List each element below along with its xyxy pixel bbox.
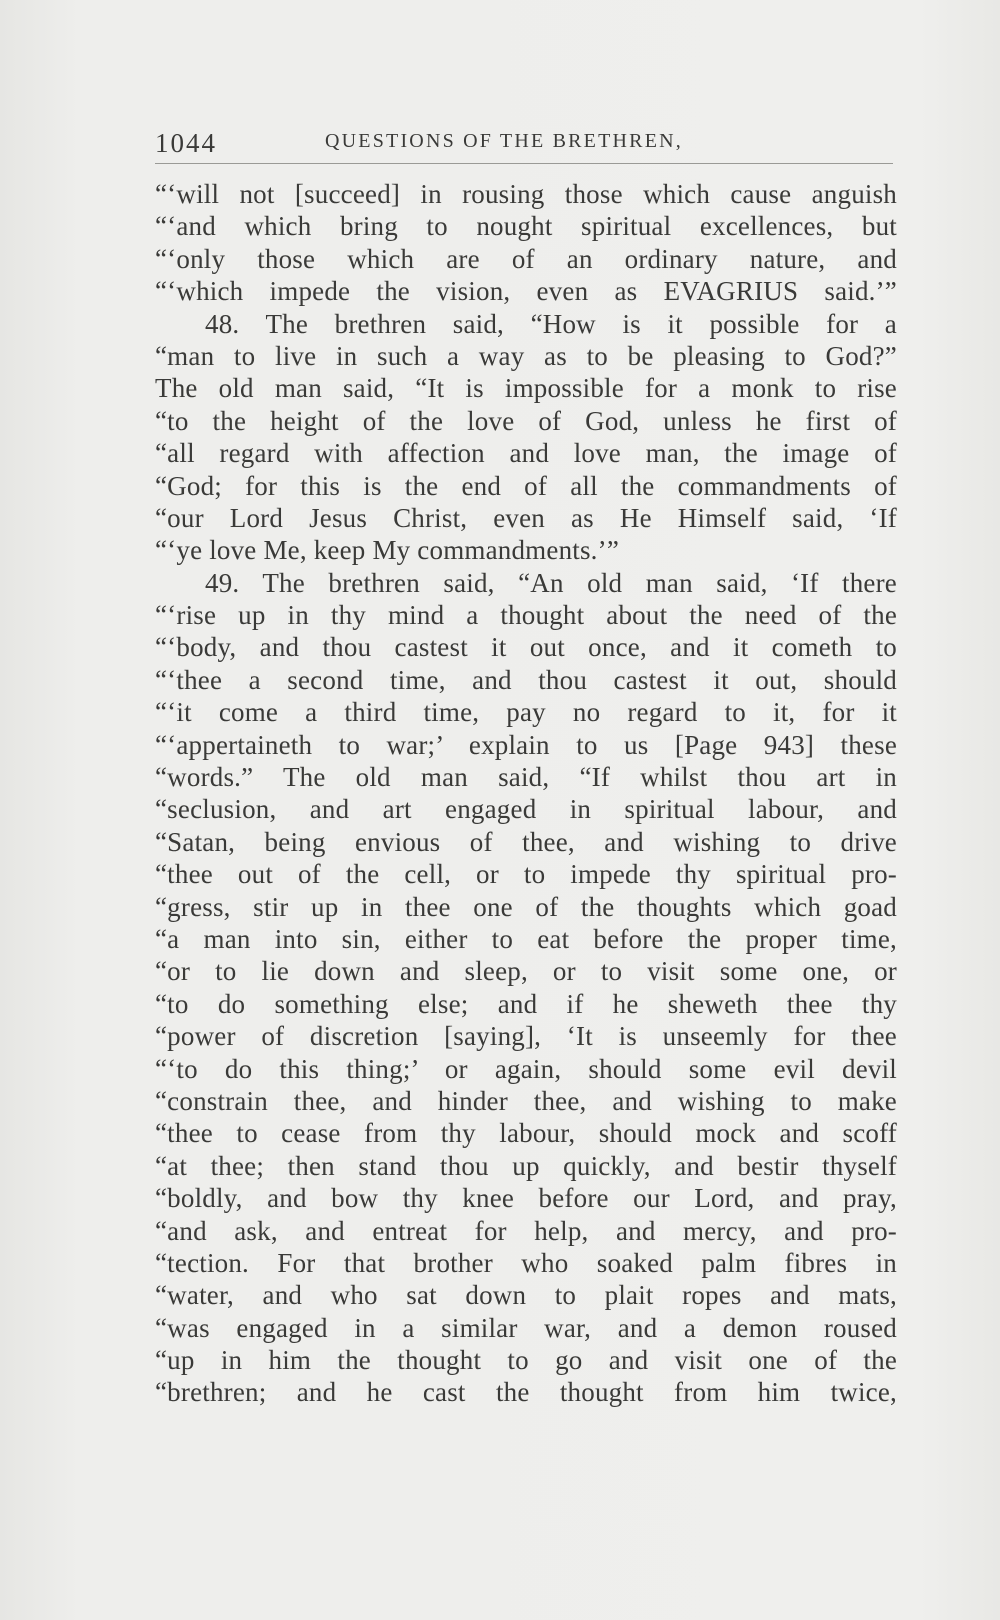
text-line: “words.” The old man said, “If whilst thou art in xyxy=(155,762,897,793)
running-head: QUESTIONS OF THE BRETHREN, xyxy=(325,130,683,152)
text-line: “tection. For that brother who soaked palm fibres in xyxy=(155,1247,897,1278)
text-line: “a man into sin, either to eat before the proper time, xyxy=(155,923,897,954)
text-line: “all regard with affection and love man, the image of xyxy=(155,438,897,469)
text-line: “to do something else; and if he sheweth thee thy xyxy=(155,988,897,1019)
text-line: “man to live in such a way as to be pleasing to God?” xyxy=(155,340,897,371)
text-line: “God; for this is the end of all the commandments of xyxy=(155,470,897,501)
text-line: “constrain thee, and hinder thee, and wishing to make xyxy=(155,1085,897,1116)
text-line: “‘only those which are of an ordinary nature, and xyxy=(155,243,897,274)
text-line: “seclusion, and art engaged in spiritual labour, and xyxy=(155,794,897,825)
text-line: “‘to do this thing;’ or again, should some evil devil xyxy=(155,1053,897,1084)
text-line: “Satan, being envious of thee, and wishing to drive xyxy=(155,826,897,857)
text-line: “‘rise up in thy mind a thought about the need of the xyxy=(155,600,897,631)
text-line: “‘thee a second time, and thou castest it out, should xyxy=(155,664,897,695)
paragraph-49-start: 49. The brethren said, “An old man said, ‘If there xyxy=(205,567,897,598)
text-line: “‘ye love Me, keep My commandments.’” xyxy=(155,535,620,566)
text-line: “power of discretion [saying], ‘It is unseemly for thee xyxy=(155,1021,897,1052)
text-line: “and ask, and entreat for help, and mercy, and pro- xyxy=(155,1215,897,1246)
text-line: “‘and which bring to nought spiritual excellences, but xyxy=(155,211,897,242)
body-text xyxy=(155,178,897,1409)
text-line: The old man said, “It is impossible for a monk to rise xyxy=(155,373,897,404)
text-line: “thee to cease from thy labour, should mock and scoff xyxy=(155,1118,897,1149)
paragraph-48-start: 48. The brethren said, “How is it possible for a xyxy=(205,308,897,339)
text-line: “‘which impede the vision, even as EVAGRIUS said.’” xyxy=(155,276,897,307)
text-line: “‘it come a third time, pay no regard to it, for it xyxy=(155,697,897,728)
text-line: “‘will not [succeed] in rousing those which cause anguish xyxy=(155,179,897,209)
text-line: “‘appertaineth to war;’ explain to us [Page 943] these xyxy=(155,729,897,760)
page-number: 1044 xyxy=(155,128,217,158)
text-line: “or to lie down and sleep, or to visit some one, or xyxy=(155,956,897,987)
text-line: “to the height of the love of God, unless he first of xyxy=(155,405,897,436)
page-header xyxy=(155,128,893,162)
text-line: “was engaged in a similar war, and a demon roused xyxy=(155,1312,897,1343)
text-line: “gress, stir up in thee one of the thoughts which goad xyxy=(155,891,897,922)
text-line: “boldly, and bow thy knee before our Lord, and pray, xyxy=(155,1183,897,1214)
text-line: “water, and who sat down to plait ropes and mats, xyxy=(155,1280,897,1311)
header-rule xyxy=(155,163,893,164)
text-line: “up in him the thought to go and visit one of the xyxy=(155,1345,897,1376)
text-line: “‘body, and thou castest it out once, and it cometh to xyxy=(155,632,897,663)
text-line: “thee out of the cell, or to impede thy spiritual pro- xyxy=(155,859,897,890)
text-line: “brethren; and he cast the thought from him twice, xyxy=(155,1377,897,1408)
text-line: “at thee; then stand thou up quickly, and bestir thyself xyxy=(155,1150,897,1181)
text-line: “our Lord Jesus Christ, even as He Himself said, ‘If xyxy=(155,502,897,533)
